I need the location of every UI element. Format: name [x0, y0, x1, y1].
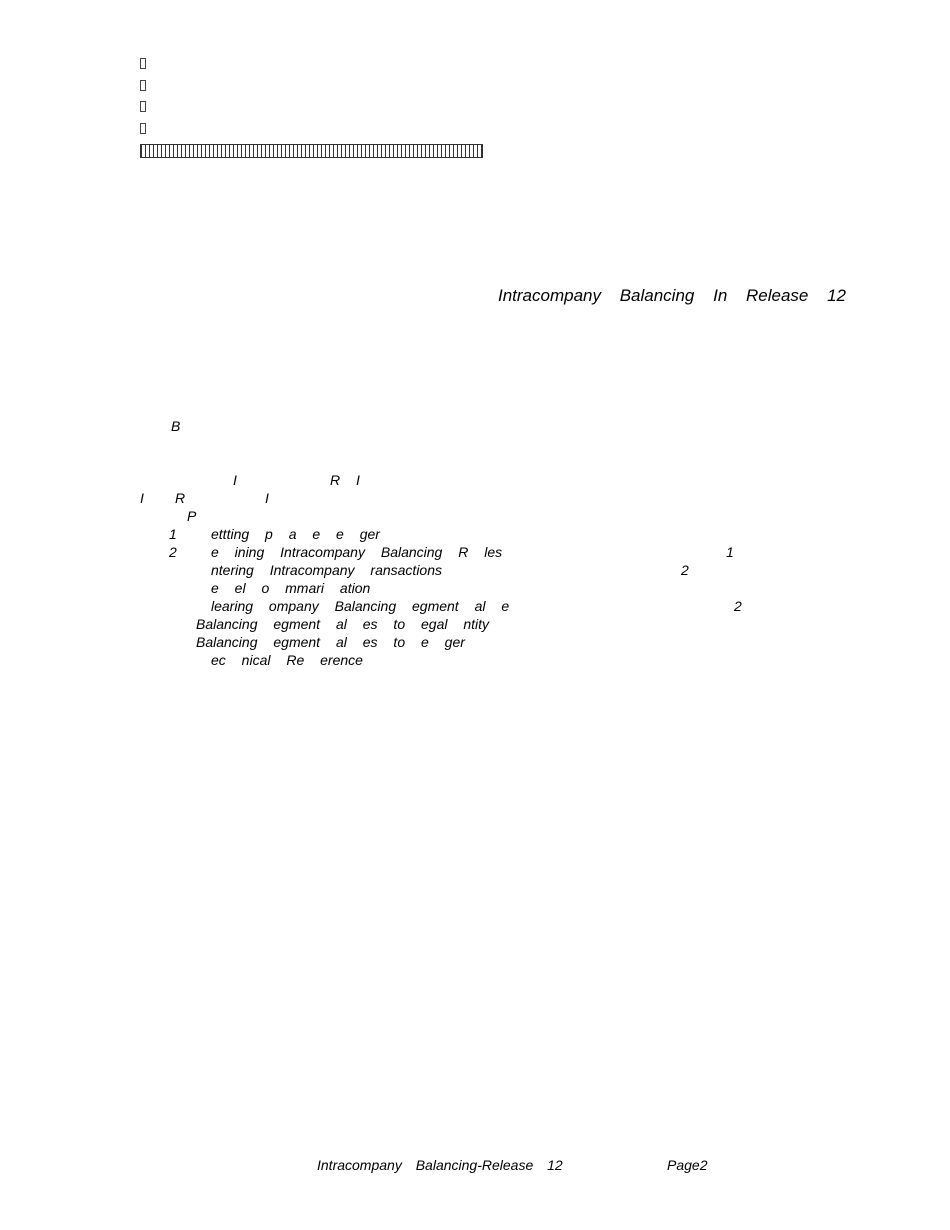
- toc-fragment: I: [265, 490, 269, 506]
- document-title: Intracompany Balancing In Release 12: [497, 286, 846, 305]
- toc-fragment: R I: [330, 472, 360, 488]
- toc-fragment: P: [187, 508, 197, 524]
- toc-entry-text: Balancing egment al es to e ger: [196, 634, 465, 650]
- toc-entry-page: 1: [726, 544, 734, 560]
- missing-glyph-box: [140, 58, 146, 69]
- toc-entry-text: e el o mmari ation: [211, 580, 371, 596]
- toc-fragment: I: [233, 472, 237, 488]
- toc-entry-text: ec nical Re erence: [211, 652, 363, 668]
- toc-entry-text: ettting p a e e ger: [211, 526, 380, 542]
- toc-fragment: R: [175, 490, 186, 506]
- footer-document-name: Intracompany Balancing-Release 12: [317, 1157, 563, 1173]
- toc-entry-number: 1: [169, 526, 177, 542]
- missing-glyph-strip: [140, 144, 483, 158]
- missing-glyph-box: [140, 80, 146, 91]
- toc-entry-page: 2: [681, 562, 689, 578]
- toc-fragment: I: [140, 490, 144, 506]
- toc-entry-number: 2: [169, 544, 177, 560]
- toc-entry-page: 2: [734, 598, 742, 614]
- toc-entry-text: e ining Intracompany Balancing R les: [211, 544, 503, 560]
- toc-entry-text: ntering Intracompany ransactions: [211, 562, 442, 578]
- toc-fragment: B: [171, 418, 181, 434]
- missing-glyph-box: [140, 101, 146, 112]
- toc-entry-text: Balancing egment al es to egal ntity: [196, 616, 490, 632]
- footer-page-number: Page2: [667, 1157, 708, 1173]
- toc-entry-text: learing ompany Balancing egment al e: [211, 598, 510, 614]
- missing-glyph-box: [140, 123, 146, 134]
